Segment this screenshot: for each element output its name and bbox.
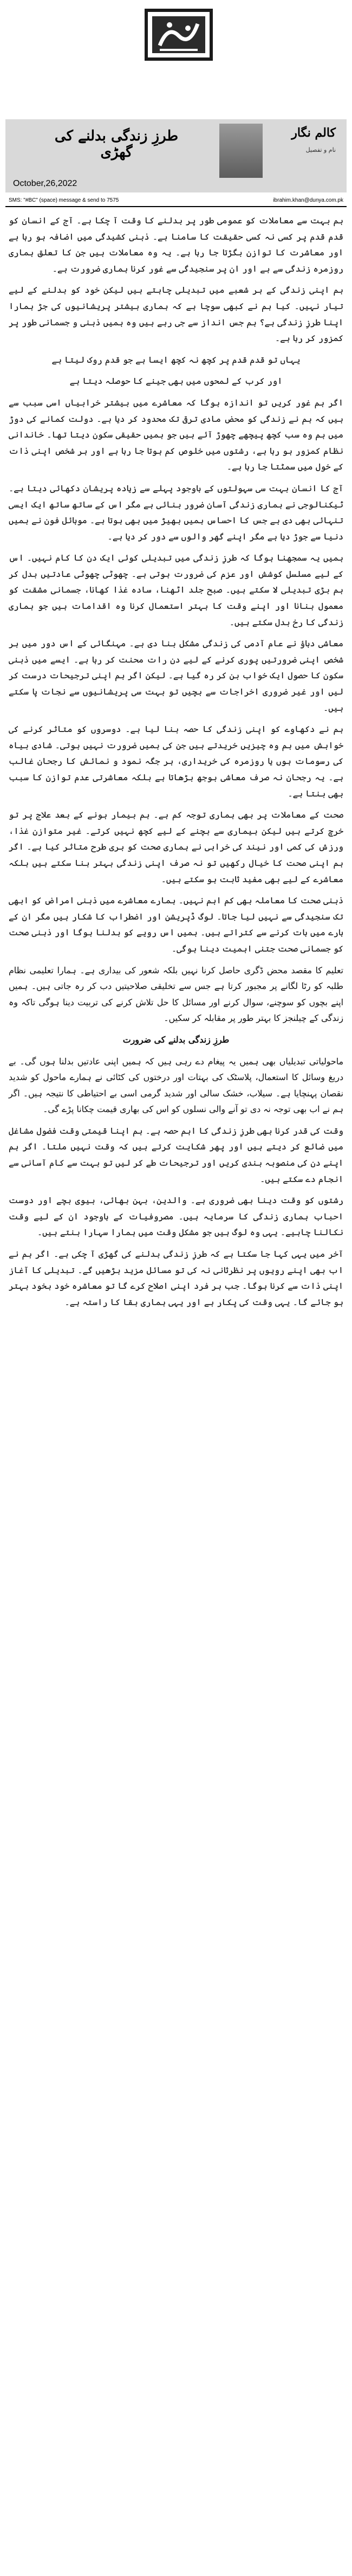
author-subtitle: نام و تفصیل [305,146,336,153]
article-paragraph: ہم اپنی زندگی کے ہر شعبے میں تبدیلی چاہتے ہیں لیکن خود کو بدلنے کے لیے تیار نہیں۔ کیا ہم نے کبھی سوچا ہے کہ ہماری بیشتر پریشانیوں کی جڑ ہمارا اپنا طرزِ زندگی ہے؟ ہم جس انداز سے جی رہے ہیں وہ ہمیں ذہنی و جسمانی طور پر کمزور کر رہا ہے۔ [9,285,343,344]
article-paragraph: آج کا انسان بہت سی سہولتوں کے باوجود پہلے سے زیادہ پریشان دکھائی دیتا ہے۔ ٹیکنالوجی نے ہماری زندگی آسان ضرور بنائی ہے مگر اس کے ساتھ ساتھ ایک ایسی تنہائی بھی دی ہے جس کا احساس ہمیں بھیڑ میں بھی ہوتا ہے۔ موبائل فون نے ہمیں دنیا سے جوڑ دیا ہے مگر اپنے گھر والوں سے دور کر دیا ہے۔ [9,483,343,542]
article-body [9,213,343,1315]
article-paragraph: آخر میں یہی کہا جا سکتا ہے کہ طرزِ زندگی بدلنے کی گھڑی آ چکی ہے۔ اگر ہم نے اب بھی اپنے رویوں پر نظرثانی نہ کی تو مسائل مزید بڑھیں گے۔ تبدیلی کا آغاز اپنی ذات سے کرنا ہوگا۔ جب ہر فرد اپنی اصلاح کرے گا تو معاشرہ خود بخود بہتر ہو جائے گا۔ یہی وقت کی پکار ہے اور یہی ہماری بقا کا راستہ ہے۔ [9,1249,343,1307]
article-paragraph: وقت کی قدر کرنا بھی طرزِ زندگی کا اہم حصہ ہے۔ ہم اپنا قیمتی وقت فضول مشاغل میں ضائع کر دیتے ہیں اور پھر شکایت کرتے ہیں کہ وقت نہیں ملتا۔ اگر ہم اپنے دن کی منصوبہ بندی کریں اور ترجیحات طے کر لیں تو بہت سے کام آسانی سے انجام دے سکتے ہیں۔ [9,1125,343,1184]
article-paragraph: صحت کے معاملات پر بھی ہماری توجہ کم ہے۔ ہم بیمار ہونے کے بعد علاج پر تو خرچ کرتے ہیں لیکن بیماری سے بچنے کے لیے کچھ نہیں کرتے۔ غیر متوازن غذا، ورزش کی کمی اور نیند کی خرابی نے ہماری صحت کو بری طرح متاثر کیا ہے۔ اگر ہم اپنی صحت کا خیال رکھیں تو نہ صرف اپنی زندگی بہتر بنا سکتے ہیں بلکہ معاشرے کے لیے بھی مفید ثابت ہو سکتے ہیں۔ [9,810,343,884]
dunya-logo-icon [138,3,219,68]
author-email[interactable]: ibrahim.khan@dunya.com.pk [273,197,343,203]
article-paragraph: رشتوں کو وقت دینا بھی ضروری ہے۔ والدین، بہن بھائی، بیوی بچے اور دوست احباب ہماری زندگی کا سرمایہ ہیں۔ مصروفیات کے باوجود ان کے لیے وقت نکالنا چاہیے۔ یہی وہ لوگ ہیں جو مشکل وقت میں ہمارا سہارا بنتے ہیں۔ [9,1195,343,1238]
article-paragraph: ذہنی صحت کا معاملہ بھی کم اہم نہیں۔ ہمارے معاشرے میں ذہنی امراض کو ابھی تک سنجیدگی سے نہیں لیا جاتا۔ لوگ ڈپریشن اور اضطراب کا شکار ہیں مگر ان کے بارے میں بات کرنے سے کتراتے ہیں۔ ہمیں اس رویے کو بدلنا ہوگا اور ذہنی صحت کو جسمانی صحت جتنی اہمیت دینا ہوگی۔ [9,895,343,954]
contact-row [9,197,343,203]
article-paragraph: ہم نے دکھاوے کو اپنی زندگی کا حصہ بنا لیا ہے۔ دوسروں کو متاثر کرنے کی خواہش میں ہم وہ چیزیں خریدتے ہیں جن کی ہمیں ضرورت نہیں ہوتی۔ شادی بیاہ کی رسومات ہوں یا روزمرہ کی خریداری، ہر جگہ نمود و نمائش کا رجحان غالب ہے۔ یہ رجحان نہ صرف معاشی بوجھ بڑھاتا ہے بلکہ معاشرتی عدم توازن کا سبب بھی بنتا ہے۔ [9,724,343,799]
article-subheading: طرزِ زندگی بدلنے کی ضرورت [122,1034,230,1045]
article-paragraph: ماحولیاتی تبدیلیاں بھی ہمیں یہ پیغام دے رہی ہیں کہ ہمیں اپنی عادتیں بدلنا ہوں گی۔ بے دریغ وسائل کا استعمال، پلاسٹک کی بہتات اور درختوں کی کٹائی نے ہمارے ماحول کو شدید نقصان پہنچایا ہے۔ سیلاب، خشک سالی اور شدید گرمی اسی بے احتیاطی کا نتیجہ ہیں۔ اگر ہم نے اب بھی توجہ نہ دی تو آنے والی نسلوں کو اس کی بھاری قیمت چکانا پڑے گی۔ [9,1056,343,1115]
masthead [0,0,352,92]
sms-instruction: SMS: "#BC" (space) message & send to 7575 [9,197,119,203]
article-paragraph: اگر ہم غور کریں تو اندازہ ہوگا کہ معاشرے میں بیشتر خرابیاں اسی سبب سے ہیں کہ ہم نے زندگی کو محض مادی ترقی تک محدود کر دیا ہے۔ دولت کمانے کی دوڑ میں ہم وہ سب کچھ پیچھے چھوڑ آئے ہیں جو ہمیں حقیقی سکون دیتا تھا۔ خاندانی نظام کمزور ہو رہا ہے، رشتوں میں خلوص کم ہوتا جا رہا ہے اور ہر شخص اپنی ذات کے خول میں سمٹتا جا رہا ہے۔ [9,397,343,472]
poem-line: اور کرب کے لمحوں میں بھی جینے کا حوصلہ دیتا ہے [69,376,283,387]
article-paragraph: ہم بہت سے معاملات کو عمومی طور پر بدلنے کا وقت آ چکا ہے۔ آج کے انسان کو قدم قدم پر کسی نہ کسی حقیقت کا سامنا ہے۔ ذہنی کشیدگی میں اضافہ ہو رہا ہے اور معاشرت کا توازن بگڑتا جا رہا ہے۔ یہ وہ معاملات ہیں جن کا تعلق ہماری روزمرہ زندگی سے ہے اور ان پر سنجیدگی سے غور کرنا ہماری ضرورت ہے۔ [9,215,343,274]
header-rule [5,206,347,207]
column-title: طرزِ زندگی بدلنے کی گھڑی [54,128,179,160]
author-name: کالم نگار [291,126,336,140]
article-paragraph: ہمیں یہ سمجھنا ہوگا کہ طرزِ زندگی میں تبدیلی کوئی ایک دن کا کام نہیں۔ اس کے لیے مسلسل کوشش اور عزم کی ضرورت ہوتی ہے۔ چھوٹی چھوٹی عادتیں بدل کر ہم بڑی تبدیلی لا سکتے ہیں۔ صبح جلد اٹھنا، سادہ غذا کھانا، جسمانی مشقت کو معمول بنانا اور اپنے وقت کا بہتر استعمال کرنا وہ اقدامات ہیں جو ہماری زندگی کا رخ بدل سکتے ہیں۔ [9,553,343,627]
article-paragraph: معاشی دباؤ نے عام آدمی کی زندگی مشکل بنا دی ہے۔ مہنگائی کے اس دور میں ہر شخص اپنی ضرورتیں پوری کرنے کے لیے دن رات محنت کر رہا ہے۔ ایسے میں ذہنی سکون کا حصول ایک خواب بن کر رہ گیا ہے۔ لیکن اگر ہم اپنی ترجیحات درست کر لیں اور غیر ضروری اخراجات سے بچیں تو بہت سی پریشانیوں سے نجات پا سکتے ہیں۔ [9,638,343,713]
publication-date: October,26,2022 [13,179,77,188]
poem-line: یہاں تو قدم قدم پر کچھ نہ کچھ ایسا ہے جو قدم روک لیتا ہے [51,354,301,365]
article-paragraph: تعلیم کا مقصد محض ڈگری حاصل کرنا نہیں بلکہ شعور کی بیداری ہے۔ ہمارا تعلیمی نظام طلبہ کو رٹا لگانے پر مجبور کرتا ہے جس سے تخلیقی صلاحیتیں دب کر رہ جاتی ہیں۔ ہمیں اپنے بچوں کو سوچنے، سوال کرنے اور مسائل کا حل تلاش کرنے کی تربیت دینا ہوگی تاکہ وہ زندگی کے چیلنجز کا بہتر طور پر مقابلہ کر سکیں۔ [9,965,343,1024]
author-photo [219,124,263,178]
